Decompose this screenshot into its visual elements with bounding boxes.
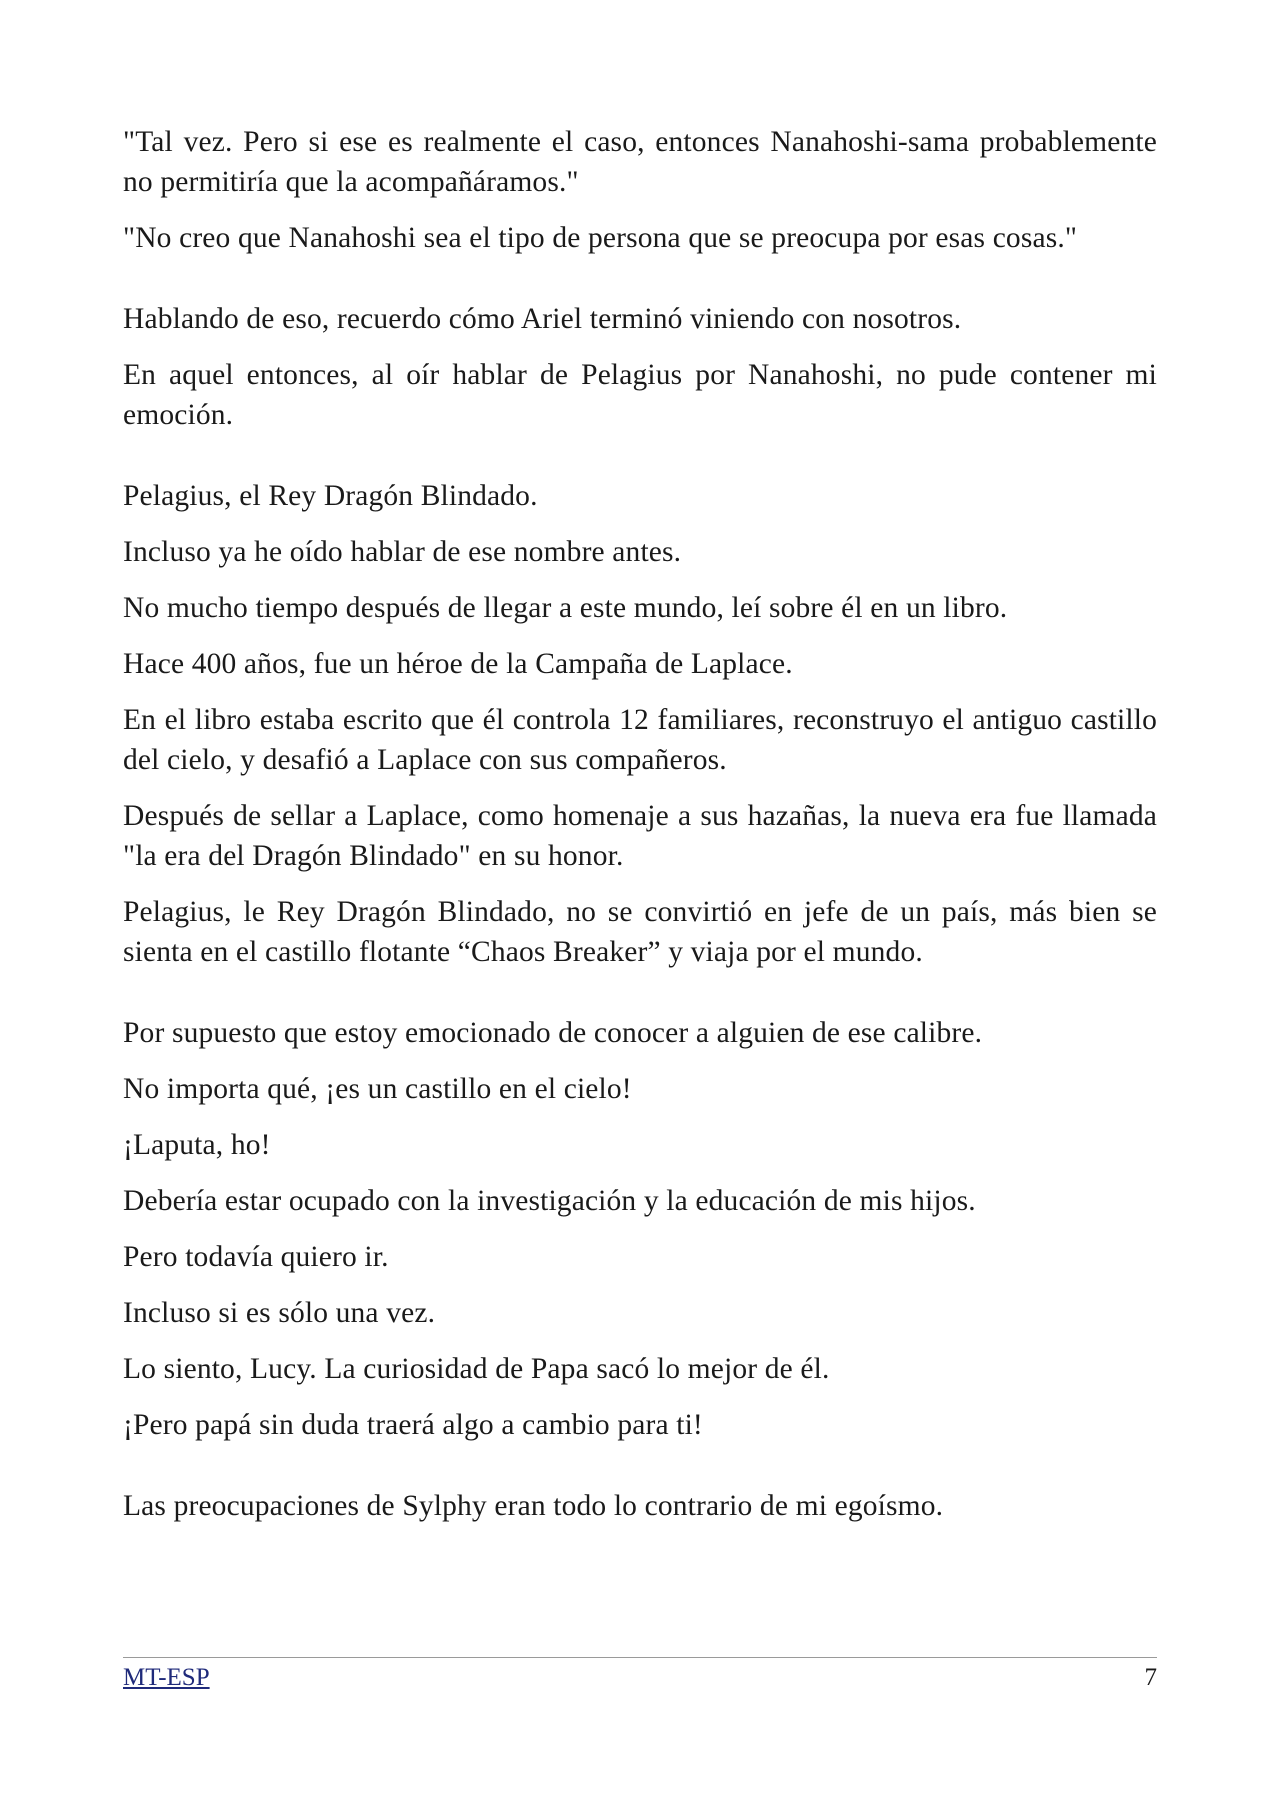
paragraph: Incluso si es sólo una vez.: [123, 1297, 436, 1329]
paragraph: Las preocupaciones de Sylphy eran todo lo contrario de mi egoísmo.: [123, 1490, 944, 1522]
paragraph: Lo siento, Lucy. La curiosidad de Papa sacó lo mejor de él.: [123, 1353, 830, 1385]
paragraph: ¡Pero papá sin duda traerá algo a cambio para ti!: [123, 1409, 703, 1441]
footer-link-mt-esp[interactable]: MT-ESP: [123, 1664, 210, 1691]
page-footer: [123, 1657, 1157, 1692]
paragraph: "No creo que Nanahoshi sea el tipo de persona que se preocupa por esas cosas.": [123, 222, 1078, 254]
paragraph: Por supuesto que estoy emocionado de conocer a alguien de ese calibre.: [123, 1017, 983, 1049]
paragraph: Pero todavía quiero ir.: [123, 1241, 389, 1273]
paragraph: Pelagius, le Rey Dragón Blindado, no se convirtió en jefe de un país, más bien se sienta en el castillo flotante “Chaos Breaker” y viaja por el mundo.: [123, 896, 1157, 968]
paragraph: Hace 400 años, fue un héroe de la Campaña de Laplace.: [123, 648, 793, 680]
paragraph: Pelagius, el Rey Dragón Blindado.: [123, 480, 538, 512]
paragraph: Después de sellar a Laplace, como homenaje a sus hazañas, la nueva era fue llamada "la era del Dragón Blindado" en su honor.: [123, 800, 1157, 872]
paragraph: No importa qué, ¡es un castillo en el cielo!: [123, 1073, 632, 1105]
paragraph: Hablando de eso, recuerdo cómo Ariel terminó viniendo con nosotros.: [123, 303, 962, 335]
paragraph: "Tal vez. Pero si ese es realmente el caso, entonces Nanahoshi-sama probablemente no permitiría que la acompañáramos.": [123, 126, 1157, 198]
paragraph: Debería estar ocupado con la investigación y la educación de mis hijos.: [123, 1185, 976, 1217]
paragraph: En aquel entonces, al oír hablar de Pelagius por Nanahoshi, no pude contener mi emoción.: [123, 359, 1157, 431]
paragraph: No mucho tiempo después de llegar a este mundo, leí sobre él en un libro.: [123, 592, 1008, 624]
paragraph: En el libro estaba escrito que él controla 12 familiares, reconstruyo el antiguo castillo del cielo, y desafió a Laplace con sus compañeros.: [123, 704, 1157, 776]
paragraph: Incluso ya he oído hablar de ese nombre antes.: [123, 536, 682, 568]
paragraph: ¡Laputa, ho!: [123, 1129, 271, 1161]
page-body: [123, 122, 1157, 1542]
page-number: 7: [1144, 1664, 1157, 1691]
